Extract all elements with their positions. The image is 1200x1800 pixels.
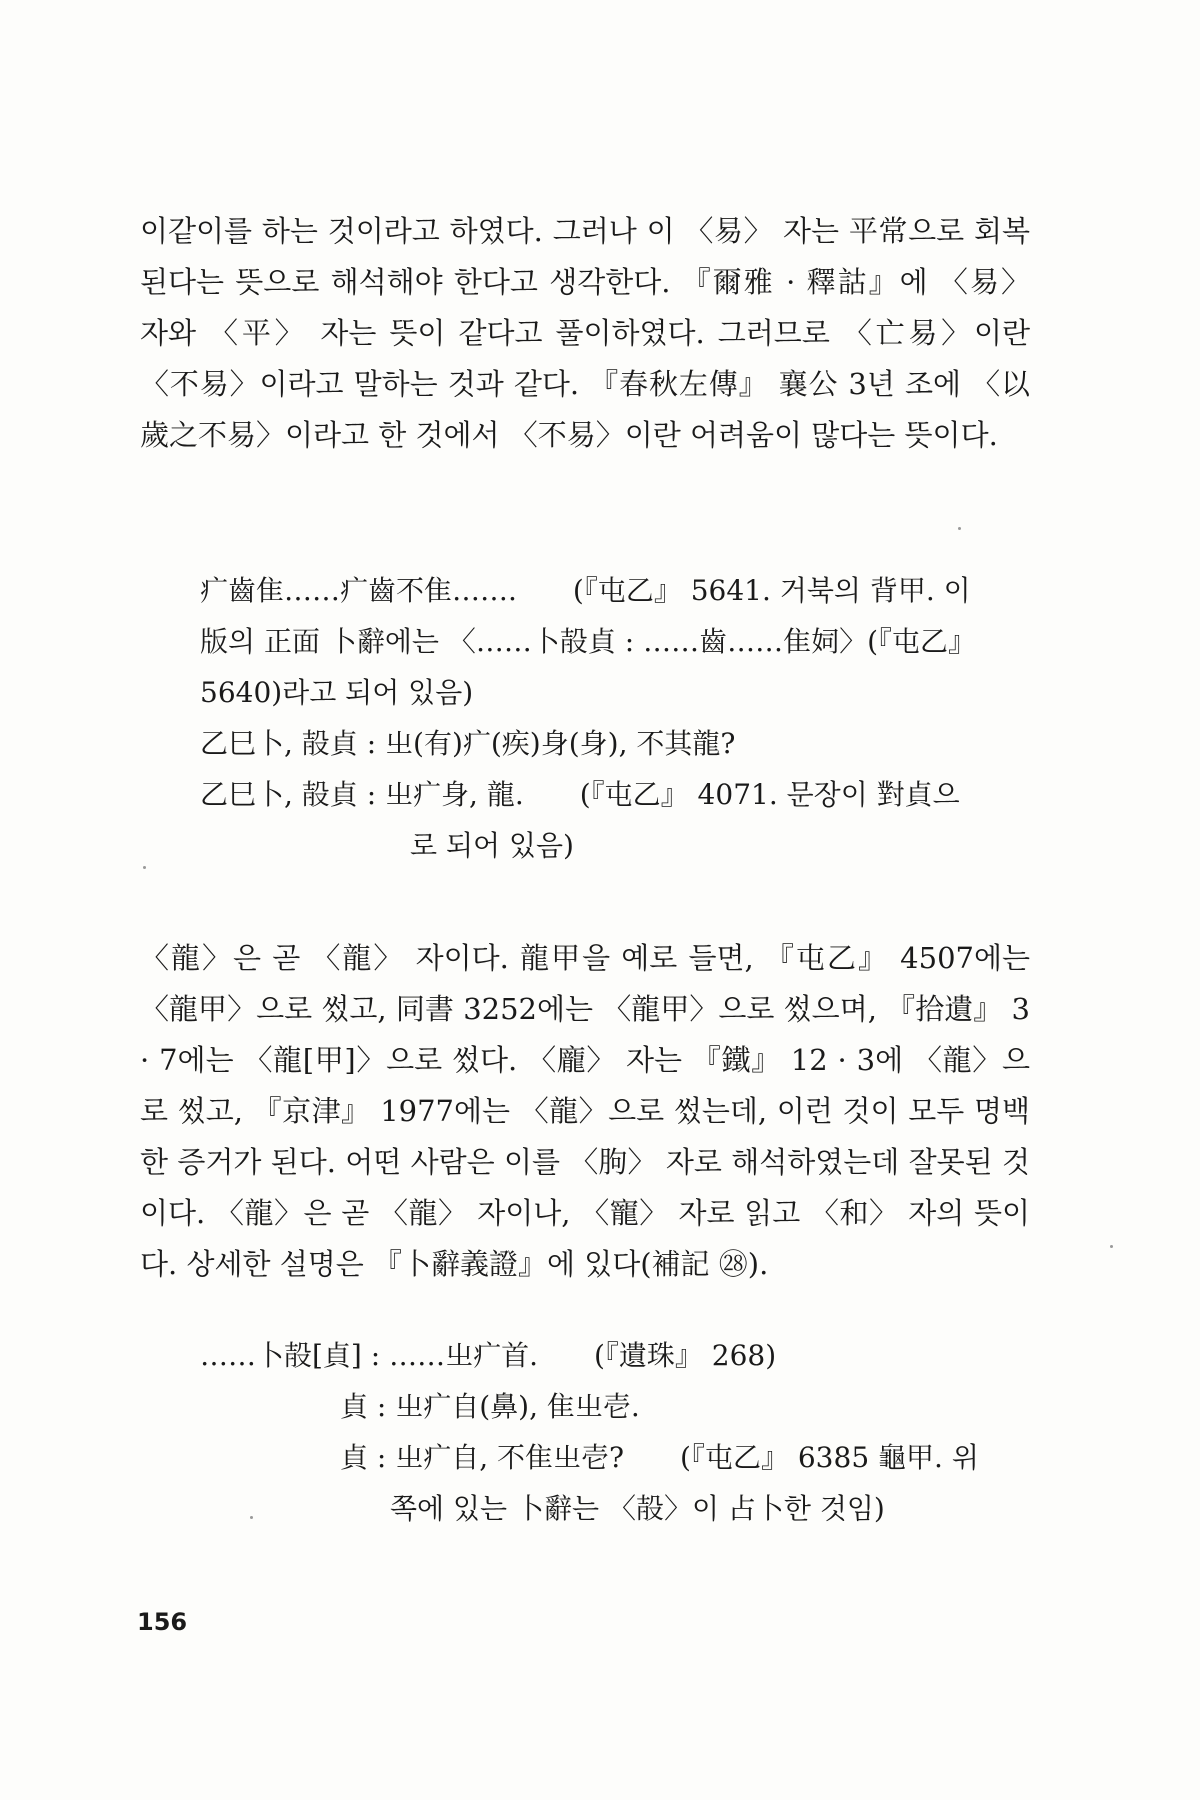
quote-line: 疒齒隹……疒齒不隹……. (『屯乙』 5641. 거북의 背甲. 이 bbox=[200, 574, 971, 607]
paper-speck bbox=[1110, 1245, 1113, 1248]
quote-line: 貞 : 㞢疒自, 不隹㞢壱? (『屯乙』 6385 龜甲. 위 bbox=[340, 1441, 979, 1474]
quote-line: 쪽에 있는 卜辭는 〈㱿〉이 占卜한 것임) bbox=[390, 1492, 885, 1525]
body-paragraph: 〈龍〉은 곧 〈龍〉 자이다. 龍甲을 예로 들면, 『屯乙』 4507에는 〈龍甲〉으로 썼고, 同書 3252에는 〈龍甲〉으로 썼으며, 『拾遺』 3 · 7에는 〈龍[甲]〉으로 썼다. 〈龐〉 자는 『鐵』 12 · 3에 〈龍〉으로 썼고, 『京津』 1977에는 〈龍〉으로 썼는데, 이런 것이 모두 명백한 증거가 된다. 어떤 사람은 이를 〈朐〉 자로 해석하였는데 잘못된 것이다. 〈龍〉은 곧 〈龍〉 자이나, 〈寵〉 자로 읽고 〈和〉 자의 뜻이다. 상세한 설명은 『卜辭義證』에 있다(補記 ㉘). bbox=[140, 941, 1030, 1281]
paper-speck bbox=[958, 527, 961, 530]
quote-line: 版의 正面 卜辭에는 〈……卜㱿貞 : ……齒……隹㚸〉(『屯乙』 bbox=[200, 625, 977, 658]
quote-line: 乙巳卜, 㱿貞 : 㞢疒身, 龍. (『屯乙』 4071. 문장이 對貞으 bbox=[200, 778, 960, 811]
quote-line: 貞 : 㞢疒自(鼻), 隹㞢壱. bbox=[340, 1390, 640, 1423]
quote-line: ……卜㱿[貞] : ……㞢疒首. (『遺珠』 268) bbox=[200, 1339, 777, 1372]
oracle-quote-block bbox=[200, 1330, 1030, 1534]
paper-speck bbox=[250, 1516, 253, 1519]
oracle-quote-block bbox=[200, 565, 1030, 871]
page-number: 156 bbox=[137, 1608, 188, 1636]
quote-line: 乙巳卜, 㱿貞 : 㞢(有)疒(疾)身(身), 不其龍? bbox=[200, 727, 736, 760]
body-paragraph: 이같이를 하는 것이라고 하였다. 그러나 이 〈易〉 자는 平常으로 회복된다는 뜻으로 해석해야 한다고 생각한다. 『爾雅 · 釋詁』에 〈易〉 자와 〈平〉 자는 뜻이 같다고 풀이하였다. 그러므로 〈亡易〉이란 〈不易〉이라고 말하는 것과 같다. 『春秋左傳』 襄公 3년 조에 〈以歲之不易〉이라고 한 것에서 〈不易〉이란 어려움이 많다는 뜻이다. bbox=[140, 214, 1030, 452]
quote-line: 5640)라고 되어 있음) bbox=[200, 676, 474, 709]
paper-speck bbox=[143, 866, 146, 869]
quote-line: 로 되어 있음) bbox=[410, 829, 574, 862]
